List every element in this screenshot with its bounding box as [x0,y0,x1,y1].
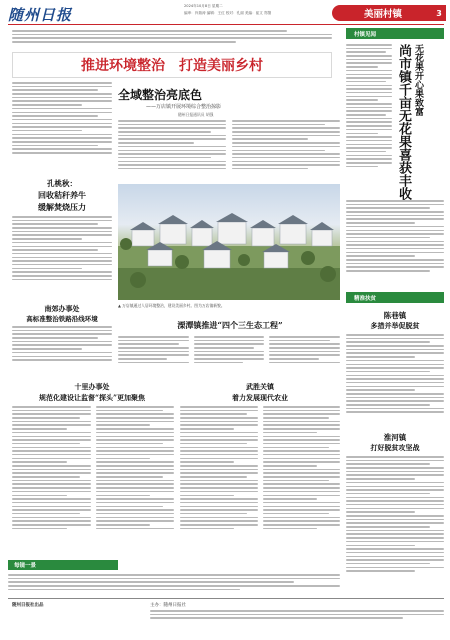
editors-line: 编审：肖瑞涛 编辑：王红 校对：孔丽 美编：崔文 郑翎 [184,11,272,15]
main-banner: 推进环境整治 打造美丽乡村 [12,52,332,78]
col-1-text [12,82,112,172]
story-nanjiao-title2: 高标准整治铁路沿线环境 [26,315,98,323]
right-col-headline: 尚市镇千亩无花果喜获丰收 [396,44,411,200]
footer-rule [8,598,444,599]
story-kongxiao-title3: 缓解焚烧压力 [38,202,86,212]
lead-subtitle: ——万店镇开展环境综合整治掠影 [146,104,222,110]
story-wusheng-title: 武胜关镇 [246,382,274,391]
story-wusheng-title2: 着力发展现代农业 [232,393,288,402]
story-shili-title2: 规范化建设让监督“探头”更加聚焦 [38,393,146,402]
lead-title: 全域整治亮底色 [118,88,203,102]
story-wusheng-text [180,406,340,556]
village-photo [118,184,340,300]
story-nanjiao-text [12,326,112,370]
lead-byline: 随州日报通讯员 胡强 [178,112,214,117]
story-liushu-title: 溧潭镇推进“四个三生态工程” [177,320,283,330]
right-col-text-a [346,44,392,194]
section-bar-mirror: 每镜一景 [8,560,118,570]
story-huanzhan-title: 淮河镇 [383,433,407,442]
story-nanjiao-title: 南郊办事处 [44,304,80,313]
intro-text [12,30,332,50]
right-col-kicker: 无花果开心果致富 [413,44,423,116]
story-huanzhan-title2: 打好脱贫攻坚战 [370,443,420,452]
story-kongxiao-text [12,216,112,296]
story-shili-text [12,406,174,556]
footer-left: 随州日报社出品 [12,603,44,608]
header-rule [8,24,444,25]
footer-right: 主办：随州日报社 [150,603,186,608]
lead-text [118,120,340,180]
section-tag: 美丽村镇 [332,5,434,21]
story-chenxiang-title: 陈巷镇 [383,311,407,320]
right-col-badge-2: 精准扶贫 [346,292,444,303]
story-chenxiang-title2: 多措并举促脱贫 [370,321,420,330]
masthead-logo: 随州日报 [8,6,73,24]
story-kongxiao-title2: 回收秸秆养牛 [38,190,86,200]
photo-caption: ▲ 万店镇通过人居环境整治，建设美丽乡村。图为万店镇新貌。 [118,303,225,308]
story-liushu-text [118,336,340,376]
issue-date: 2024年10月8日 星期二 [184,4,223,8]
village-illustration [118,184,340,300]
page-number: 3 [432,5,446,21]
story-chenxiang-text [346,334,444,426]
story-kongxiao-title: 孔桃秋： [47,179,77,188]
right-col-badge: 村镇见闻 [346,28,444,39]
footer-text [150,610,444,630]
right-col-text-b [346,200,444,282]
story-shili-title: 十里办事处 [74,382,110,391]
story-huanzhan-text [346,456,444,594]
bottom-strip-text [8,574,340,596]
